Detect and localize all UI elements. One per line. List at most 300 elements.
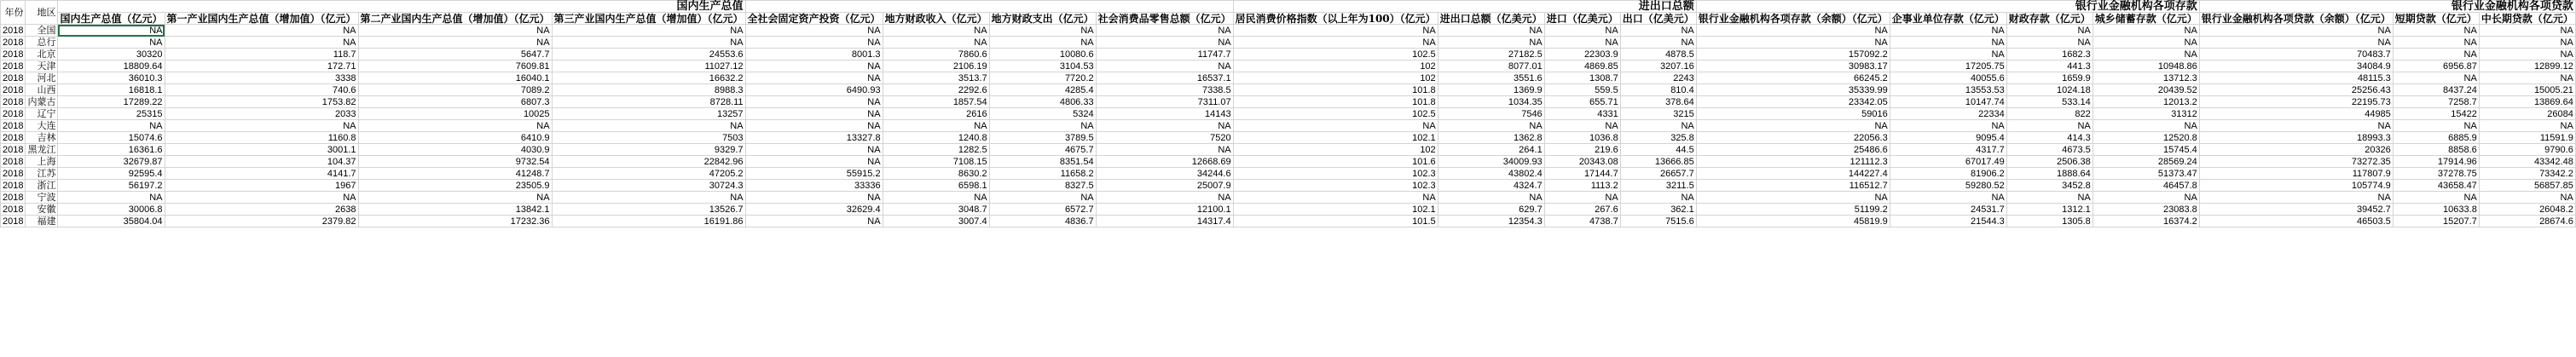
data-cell[interactable]: 15005.21 [2479,84,2575,96]
data-cell[interactable]: 30320 [58,49,165,60]
data-cell[interactable]: NA [1438,120,1544,132]
data-cell[interactable]: 34244.6 [1096,168,1233,180]
data-cell[interactable]: 102.1 [1233,132,1438,144]
data-cell[interactable]: 18993.3 [2199,132,2393,144]
data-cell[interactable]: NA [1890,120,2006,132]
data-cell[interactable]: 144227.4 [1696,168,1890,180]
data-cell[interactable]: NA [1620,120,1696,132]
data-cell[interactable]: 10025 [358,108,552,120]
data-cell[interactable]: NA [552,37,745,49]
data-cell[interactable]: 3207.16 [1620,60,1696,72]
data-cell[interactable]: NA [358,192,552,204]
data-cell[interactable]: NA [2199,192,2393,204]
data-cell[interactable]: 44985 [2199,108,2393,120]
data-cell[interactable]: 101.8 [1233,96,1438,108]
data-cell[interactable]: NA [1890,37,2006,49]
data-cell[interactable]: 11658.2 [989,168,1096,180]
data-cell[interactable]: 28569.24 [2093,156,2199,168]
year-cell[interactable]: 2018 [1,180,26,192]
data-cell[interactable]: 22334 [1890,108,2006,120]
data-cell[interactable]: NA [2393,192,2479,204]
data-cell[interactable]: 41248.7 [358,168,552,180]
data-cell[interactable]: 17289.22 [58,96,165,108]
data-cell[interactable]: NA [1696,37,1890,49]
data-cell[interactable]: 1369.9 [1438,84,1544,96]
data-cell[interactable]: 325.8 [1620,132,1696,144]
data-cell[interactable]: 2616 [883,108,989,120]
data-cell[interactable]: 18809.64 [58,60,165,72]
data-cell[interactable]: 43658.47 [2393,180,2479,192]
data-cell[interactable]: 4869.85 [1544,60,1620,72]
year-header[interactable]: 年份 [1,1,26,25]
data-cell[interactable]: 117807.9 [2199,168,2393,180]
data-cell[interactable]: NA [2393,25,2479,37]
data-cell[interactable]: NA [1890,49,2006,60]
data-cell[interactable]: NA [2479,49,2575,60]
data-cell[interactable]: NA [883,192,989,204]
data-cell[interactable]: NA [2006,25,2093,37]
data-cell[interactable]: 7338.5 [1096,84,1233,96]
year-cell[interactable]: 2018 [1,204,26,216]
year-cell[interactable]: 2018 [1,120,26,132]
data-cell[interactable]: 37278.75 [2393,168,2479,180]
data-cell[interactable]: 7503 [552,132,745,144]
data-cell[interactable]: 8437.24 [2393,84,2479,96]
data-cell[interactable]: 16374.2 [2093,216,2199,227]
region-cell[interactable]: 福建 [26,216,58,227]
data-cell[interactable]: NA [1438,192,1544,204]
year-cell[interactable]: 2018 [1,84,26,96]
data-cell[interactable]: 3513.7 [883,72,989,84]
data-cell[interactable]: 13869.64 [2479,96,2575,108]
region-cell[interactable]: 北京 [26,49,58,60]
data-cell[interactable]: 73342.2 [2479,168,2575,180]
data-cell[interactable]: NA [2006,192,2093,204]
data-cell[interactable]: 10948.86 [2093,60,2199,72]
data-cell[interactable]: 6885.9 [2393,132,2479,144]
column-header[interactable]: 进口（亿美元） [1544,13,1620,25]
data-cell[interactable]: NA [745,108,883,120]
data-cell[interactable]: NA [883,37,989,49]
data-cell[interactable]: 25007.9 [1096,180,1233,192]
data-cell[interactable]: 16361.6 [58,144,165,156]
data-cell[interactable]: NA [165,37,358,49]
data-cell[interactable]: 34009.93 [1438,156,1544,168]
year-cell[interactable]: 2018 [1,72,26,84]
data-cell[interactable]: 17232.36 [358,216,552,227]
data-cell[interactable]: 102.5 [1233,49,1438,60]
data-cell[interactable]: 22303.9 [1544,49,1620,60]
data-cell[interactable]: NA [1890,192,2006,204]
data-cell[interactable]: NA [2093,120,2199,132]
data-cell[interactable]: NA [1544,120,1620,132]
data-cell[interactable]: 11591.9 [2479,132,2575,144]
year-cell[interactable]: 2018 [1,156,26,168]
data-cell[interactable]: NA [2199,120,2393,132]
data-cell[interactable]: NA [552,120,745,132]
data-cell[interactable]: 1282.5 [883,144,989,156]
group-trade[interactable]: 进出口总额 [1233,1,1696,13]
data-cell[interactable]: 8630.2 [883,168,989,180]
data-cell[interactable]: 17205.75 [1890,60,2006,72]
data-cell[interactable]: 157092.2 [1696,49,1890,60]
data-cell[interactable]: 4324.7 [1438,180,1544,192]
column-header[interactable]: 第三产业国内生产总值（增加值）（亿元） [552,13,745,25]
data-cell[interactable]: NA [165,25,358,37]
data-cell[interactable]: NA [358,25,552,37]
data-cell[interactable]: 35339.99 [1696,84,1890,96]
data-cell[interactable]: 7515.6 [1620,216,1696,227]
data-cell[interactable]: 16632.2 [552,72,745,84]
region-cell[interactable]: 全国 [26,25,58,37]
data-cell[interactable]: NA [1544,37,1620,49]
data-cell[interactable]: NA [1233,192,1438,204]
data-cell[interactable]: NA [165,120,358,132]
data-cell[interactable]: 6956.87 [2393,60,2479,72]
data-cell[interactable]: 102.5 [1233,108,1438,120]
data-cell[interactable]: 51199.2 [1696,204,1890,216]
data-cell[interactable]: 264.1 [1438,144,1544,156]
data-cell[interactable]: NA [989,120,1096,132]
data-cell[interactable]: NA [2199,37,2393,49]
data-cell[interactable]: NA [1544,192,1620,204]
data-cell[interactable]: 12520.8 [2093,132,2199,144]
data-cell[interactable]: 9732.54 [358,156,552,168]
data-cell[interactable]: 4675.7 [989,144,1096,156]
year-cell[interactable]: 2018 [1,216,26,227]
data-cell[interactable]: 3789.5 [989,132,1096,144]
data-cell[interactable]: NA [745,156,883,168]
data-cell[interactable]: 10080.6 [989,49,1096,60]
data-cell[interactable]: 3001.1 [165,144,358,156]
data-cell[interactable]: 45819.9 [1696,216,1890,227]
data-cell[interactable]: 102 [1233,60,1438,72]
data-cell[interactable]: 14143 [1096,108,1233,120]
data-cell[interactable]: 17914.96 [2393,156,2479,168]
data-cell[interactable]: 1967 [165,180,358,192]
data-cell[interactable]: 8077.01 [1438,60,1544,72]
data-cell[interactable]: 73272.35 [2199,156,2393,168]
data-cell[interactable]: 8001.3 [745,49,883,60]
data-cell[interactable]: 4806.33 [989,96,1096,108]
group-deposits[interactable]: 银行业金融机构各项存款 [1696,1,2199,13]
data-cell[interactable]: 23505.9 [358,180,552,192]
data-cell[interactable]: 92595.4 [58,168,165,180]
data-cell[interactable]: 1034.35 [1438,96,1544,108]
data-cell[interactable]: 6598.1 [883,180,989,192]
data-cell[interactable]: 51373.47 [2093,168,2199,180]
data-cell[interactable]: 48115.3 [2199,72,2393,84]
year-cell[interactable]: 2018 [1,132,26,144]
data-cell[interactable]: NA [2393,72,2479,84]
region-header[interactable]: 地区 [26,1,58,25]
column-header[interactable]: 第一产业国内生产总值（增加值）（亿元） [165,13,358,25]
data-cell[interactable]: NA [989,192,1096,204]
data-cell[interactable]: NA [883,120,989,132]
data-cell[interactable]: 56857.85 [2479,180,2575,192]
data-cell[interactable]: 26084 [2479,108,2575,120]
data-cell[interactable]: 3211.5 [1620,180,1696,192]
column-header[interactable]: 银行业金融机构各项贷款（余额）（亿元） [2199,13,2393,25]
data-cell[interactable]: 56197.2 [58,180,165,192]
data-cell[interactable]: 7546 [1438,108,1544,120]
region-cell[interactable]: 内蒙古 [26,96,58,108]
region-cell[interactable]: 天津 [26,60,58,72]
data-cell[interactable]: NA [745,72,883,84]
data-cell[interactable]: NA [745,37,883,49]
data-cell[interactable]: 2506.38 [2006,156,2093,168]
year-cell[interactable]: 2018 [1,108,26,120]
data-cell[interactable]: NA [2479,37,2575,49]
data-cell[interactable]: 1024.18 [2006,84,2093,96]
data-cell[interactable]: 3338 [165,72,358,84]
year-cell[interactable]: 2018 [1,192,26,204]
column-header[interactable]: 第二产业国内生产总值（增加值）（亿元） [358,13,552,25]
data-cell[interactable]: 5324 [989,108,1096,120]
data-cell[interactable]: NA [2479,120,2575,132]
data-cell[interactable]: 4738.7 [1544,216,1620,227]
data-cell[interactable]: 43802.4 [1438,168,1544,180]
data-cell[interactable]: 10147.74 [1890,96,2006,108]
data-cell[interactable]: NA [2479,25,2575,37]
data-cell[interactable]: 629.7 [1438,204,1544,216]
data-cell[interactable]: 9329.7 [552,144,745,156]
year-cell[interactable]: 2018 [1,49,26,60]
data-cell[interactable]: 32629.4 [745,204,883,216]
data-cell[interactable]: 24531.7 [1890,204,2006,216]
data-cell[interactable]: 8351.54 [989,156,1096,168]
data-cell[interactable]: 1659.9 [2006,72,2093,84]
column-header[interactable]: 城乡储蓄存款（亿元） [2093,13,2199,25]
data-cell[interactable]: 5647.7 [358,49,552,60]
data-cell[interactable]: 102 [1233,144,1438,156]
data-cell[interactable]: NA [745,120,883,132]
data-cell[interactable]: NA [2006,120,2093,132]
data-cell[interactable]: 40055.6 [1890,72,2006,84]
data-cell[interactable]: 34084.9 [2199,60,2393,72]
region-cell[interactable]: 江苏 [26,168,58,180]
data-cell[interactable]: 101.6 [1233,156,1438,168]
column-header[interactable]: 短期贷款（亿元） [2393,13,2479,25]
data-cell[interactable]: 35804.04 [58,216,165,227]
data-cell[interactable]: 26048.2 [2479,204,2575,216]
data-cell[interactable]: NA [1696,25,1890,37]
data-cell[interactable]: 25486.6 [1696,144,1890,156]
region-cell[interactable]: 辽宁 [26,108,58,120]
data-cell[interactable]: 16191.86 [552,216,745,227]
column-header[interactable]: 地方财政收入（亿元） [883,13,989,25]
region-cell[interactable]: 黑龙江 [26,144,58,156]
data-cell[interactable]: 22195.73 [2199,96,2393,108]
data-cell[interactable]: NA [745,25,883,37]
data-cell[interactable]: 81906.2 [1890,168,2006,180]
data-cell[interactable]: 4836.7 [989,216,1096,227]
region-cell[interactable]: 总行 [26,37,58,49]
data-cell[interactable]: 559.5 [1544,84,1620,96]
data-cell[interactable]: 6490.93 [745,84,883,96]
year-cell[interactable]: 2018 [1,96,26,108]
data-cell[interactable]: 102.1 [1233,204,1438,216]
data-cell[interactable]: NA [745,60,883,72]
data-cell[interactable]: 13553.53 [1890,84,2006,96]
data-cell[interactable]: 810.4 [1620,84,1696,96]
data-cell[interactable]: 24553.6 [552,49,745,60]
data-cell[interactable]: NA [1233,120,1438,132]
group-loans[interactable]: 银行业金融机构各项贷款 [2199,1,2575,13]
data-cell[interactable]: NA [2093,37,2199,49]
data-cell[interactable]: 67017.49 [1890,156,2006,168]
year-cell[interactable]: 2018 [1,144,26,156]
data-cell[interactable]: 2033 [165,108,358,120]
data-cell[interactable]: 16040.1 [358,72,552,84]
data-cell[interactable]: 16818.1 [58,84,165,96]
column-header[interactable]: 全社会固定资产投资（亿元） [745,13,883,25]
data-cell[interactable]: 23342.05 [1696,96,1890,108]
data-cell[interactable]: 102.3 [1233,168,1438,180]
data-cell[interactable]: NA [58,37,165,49]
data-cell[interactable]: 17144.7 [1544,168,1620,180]
data-cell[interactable]: 2379.82 [165,216,358,227]
data-cell[interactable]: 3551.6 [1438,72,1544,84]
data-cell[interactable]: 20343.08 [1544,156,1620,168]
data-cell[interactable]: 12013.2 [2093,96,2199,108]
year-cell[interactable]: 2018 [1,60,26,72]
column-header[interactable]: 银行业金融机构各项存款（余额）（亿元） [1696,13,1890,25]
data-cell[interactable]: 13526.7 [552,204,745,216]
data-cell[interactable]: 2638 [165,204,358,216]
data-cell[interactable]: 104.37 [165,156,358,168]
data-cell[interactable]: 7609.81 [358,60,552,72]
data-cell[interactable]: 219.6 [1544,144,1620,156]
data-cell[interactable]: 1036.8 [1544,132,1620,144]
data-cell[interactable]: 43342.48 [2479,156,2575,168]
region-cell[interactable]: 宁波 [26,192,58,204]
data-cell[interactable]: 9790.6 [2479,144,2575,156]
data-cell[interactable]: NA [745,192,883,204]
data-cell[interactable]: 116512.7 [1696,180,1890,192]
data-cell[interactable]: NA [1438,25,1544,37]
data-cell[interactable]: NA [2093,192,2199,204]
region-cell[interactable]: 吉林 [26,132,58,144]
data-cell[interactable]: 7720.2 [989,72,1096,84]
data-cell[interactable]: 12899.12 [2479,60,2575,72]
column-header[interactable]: 社会消费品零售总额（亿元） [1096,13,1233,25]
data-cell[interactable]: 7860.6 [883,49,989,60]
data-cell[interactable]: 20439.52 [2093,84,2199,96]
data-cell[interactable]: 1312.1 [2006,204,2093,216]
data-cell[interactable]: 26657.7 [1620,168,1696,180]
column-header[interactable]: 企事业单位存款（亿元） [1890,13,2006,25]
column-header[interactable]: 地方财政支出（亿元） [989,13,1096,25]
data-cell[interactable]: 3452.8 [2006,180,2093,192]
region-cell[interactable]: 上海 [26,156,58,168]
data-cell[interactable]: 6572.7 [989,204,1096,216]
data-cell[interactable]: 7108.15 [883,156,989,168]
data-cell[interactable]: NA [1890,25,2006,37]
data-cell[interactable]: 1305.8 [2006,216,2093,227]
region-cell[interactable]: 河北 [26,72,58,84]
data-cell[interactable]: 12100.1 [1096,204,1233,216]
data-cell[interactable]: 66245.2 [1696,72,1890,84]
data-cell[interactable]: NA [1438,37,1544,49]
column-header[interactable]: 国内生产总值（亿元） [58,13,165,25]
data-cell[interactable]: 441.3 [2006,60,2093,72]
data-cell[interactable]: 28674.6 [2479,216,2575,227]
data-cell[interactable]: 4285.4 [989,84,1096,96]
data-cell[interactable]: 7520 [1096,132,1233,144]
region-cell[interactable]: 大连 [26,120,58,132]
data-cell[interactable]: 414.3 [2006,132,2093,144]
region-cell[interactable]: 安徽 [26,204,58,216]
data-cell[interactable]: 22056.3 [1696,132,1890,144]
data-cell[interactable]: 8327.5 [989,180,1096,192]
data-cell[interactable]: 1160.8 [165,132,358,144]
data-cell[interactable]: 12668.69 [1096,156,1233,168]
data-cell[interactable]: 30983.17 [1696,60,1890,72]
data-cell[interactable]: NA [1620,192,1696,204]
data-cell[interactable]: 1308.7 [1544,72,1620,84]
data-cell[interactable]: NA [552,192,745,204]
data-cell[interactable]: 13257 [552,108,745,120]
data-cell[interactable]: 4331 [1544,108,1620,120]
data-cell[interactable]: 6807.3 [358,96,552,108]
data-cell[interactable]: 21544.3 [1890,216,2006,227]
data-cell[interactable]: 33336 [745,180,883,192]
data-cell[interactable]: 1682.3 [2006,49,2093,60]
data-cell[interactable]: NA [1096,25,1233,37]
data-cell[interactable]: 8728.11 [552,96,745,108]
data-cell[interactable]: NA [1620,25,1696,37]
data-cell[interactable]: 7311.07 [1096,96,1233,108]
data-cell[interactable]: NA [552,25,745,37]
data-cell[interactable]: 16537.1 [1096,72,1233,84]
data-cell[interactable]: 3215 [1620,108,1696,120]
data-cell[interactable]: 22842.96 [552,156,745,168]
data-cell[interactable]: 46503.5 [2199,216,2393,227]
data-cell[interactable]: 2106.19 [883,60,989,72]
data-cell[interactable]: NA [58,192,165,204]
data-cell[interactable]: 27182.5 [1438,49,1544,60]
data-cell[interactable]: NA [1096,192,1233,204]
year-cell[interactable]: 2018 [1,168,26,180]
data-cell[interactable]: NA [745,216,883,227]
data-cell[interactable]: NA [1096,60,1233,72]
data-cell[interactable]: NA [1696,192,1890,204]
column-header[interactable]: 中长期贷款（亿元） [2479,13,2575,25]
data-cell[interactable]: 3007.4 [883,216,989,227]
data-cell[interactable]: 14317.4 [1096,216,1233,227]
data-cell[interactable]: NA [2393,49,2479,60]
region-cell[interactable]: 山西 [26,84,58,96]
data-cell[interactable]: 30006.8 [58,204,165,216]
data-cell[interactable]: 4673.5 [2006,144,2093,156]
data-cell[interactable]: 13712.3 [2093,72,2199,84]
data-cell[interactable]: 46457.8 [2093,180,2199,192]
data-cell[interactable]: 15074.6 [58,132,165,144]
data-cell[interactable]: NA [358,120,552,132]
data-cell[interactable]: NA [2393,37,2479,49]
data-cell[interactable]: NA [1620,37,1696,49]
data-cell[interactable]: 118.7 [165,49,358,60]
data-cell[interactable]: NA [1096,37,1233,49]
data-cell[interactable]: 1362.8 [1438,132,1544,144]
data-cell[interactable]: 6410.9 [358,132,552,144]
data-cell[interactable]: NA [358,37,552,49]
data-cell[interactable]: 59016 [1696,108,1890,120]
data-cell[interactable]: 1240.8 [883,132,989,144]
data-cell[interactable]: NA [745,96,883,108]
data-cell[interactable]: 32679.87 [58,156,165,168]
